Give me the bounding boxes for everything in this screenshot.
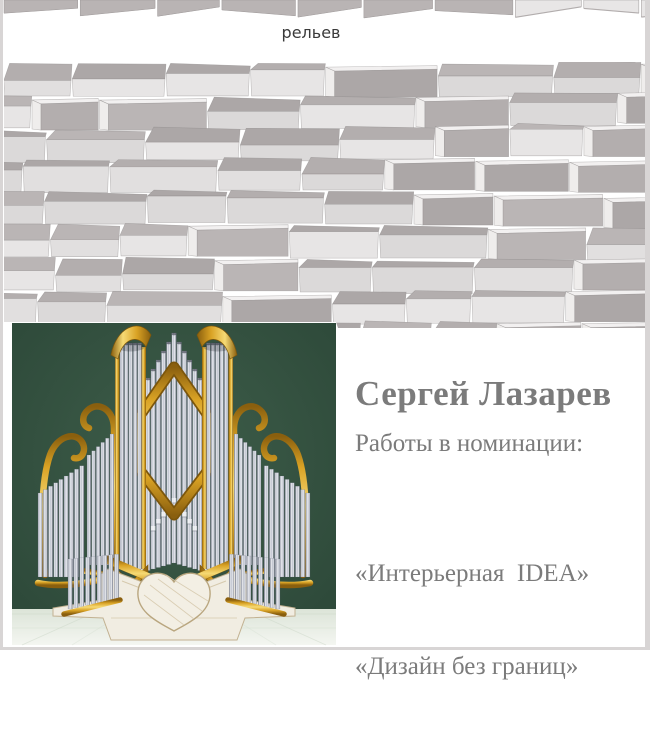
relief-label: рельев: [281, 23, 341, 42]
frame-bottom-border: [0, 647, 650, 650]
nominations: [355, 496, 640, 744]
author-block: [355, 374, 640, 744]
relief-wall: [4, 62, 646, 330]
relief-top-row: [4, 0, 646, 20]
works-label: Работы в номинации:: [355, 430, 584, 457]
organ-artwork: [12, 323, 336, 645]
nomination-2: «Дизайн без границ»: [355, 653, 579, 680]
frame-right-border: [645, 0, 650, 650]
author-name: Сергей Лазарев: [355, 374, 612, 413]
nomination-1: «Интерьерная IDEA»: [355, 560, 590, 587]
frame-left-border: [0, 0, 3, 650]
